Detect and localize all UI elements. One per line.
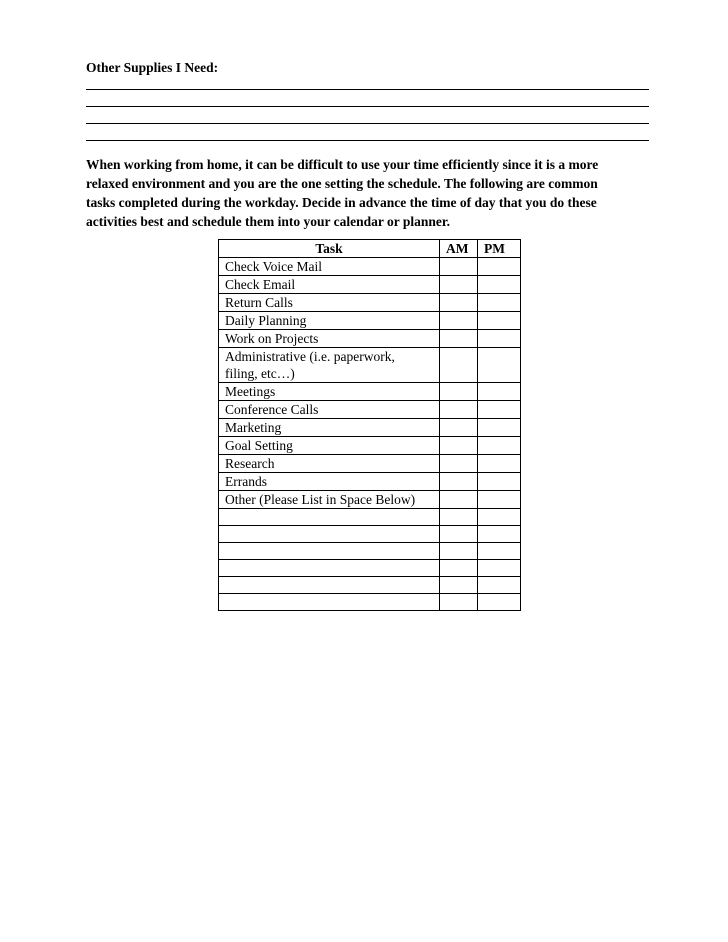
table-row xyxy=(219,594,521,611)
table-row xyxy=(219,509,521,526)
task-cell[interactable] xyxy=(219,543,440,560)
task-cell: Administrative (i.e. paperwork, filing, etc…) xyxy=(219,348,440,383)
am-checkbox-cell[interactable] xyxy=(440,455,478,473)
task-cell[interactable] xyxy=(219,509,440,526)
am-checkbox-cell[interactable] xyxy=(440,437,478,455)
am-checkbox-cell[interactable] xyxy=(440,258,478,276)
task-cell: Check Voice Mail xyxy=(219,258,440,276)
table-row xyxy=(219,330,521,348)
pm-checkbox-cell[interactable] xyxy=(478,594,521,611)
pm-checkbox-cell[interactable] xyxy=(478,509,521,526)
am-checkbox-cell[interactable] xyxy=(440,473,478,491)
task-schedule-table xyxy=(218,239,521,611)
am-checkbox-cell[interactable] xyxy=(440,526,478,543)
task-cell: Errands xyxy=(219,473,440,491)
task-cell: Meetings xyxy=(219,383,440,401)
am-checkbox-cell[interactable] xyxy=(440,276,478,294)
am-checkbox-cell[interactable] xyxy=(440,330,478,348)
task-cell: Daily Planning xyxy=(219,312,440,330)
table-row xyxy=(219,312,521,330)
task-cell[interactable] xyxy=(219,577,440,594)
pm-column-header: PM xyxy=(478,240,521,258)
pm-checkbox-cell[interactable] xyxy=(478,383,521,401)
task-cell[interactable] xyxy=(219,594,440,611)
table-row xyxy=(219,383,521,401)
task-cell: Goal Setting xyxy=(219,437,440,455)
task-cell: Work on Projects xyxy=(219,330,440,348)
pm-checkbox-cell[interactable] xyxy=(478,437,521,455)
am-checkbox-cell[interactable] xyxy=(440,543,478,560)
intro-paragraph: When working from home, it can be difficult to use your time efficiently since it is a more relaxed environment and you are the one setting the schedule. The following are common tasks completed during the workday. Decide in advance the time of day that you do these activities best and schedule them into your calendar or planner. xyxy=(86,157,599,229)
table-row xyxy=(219,294,521,312)
table-row xyxy=(219,258,521,276)
am-checkbox-cell[interactable] xyxy=(440,509,478,526)
pm-checkbox-cell[interactable] xyxy=(478,543,521,560)
task-cell: Other (Please List in Space Below) xyxy=(219,491,440,509)
table-header-row xyxy=(219,240,521,258)
am-checkbox-cell[interactable] xyxy=(440,383,478,401)
task-cell[interactable] xyxy=(219,560,440,577)
supply-write-line[interactable] xyxy=(86,89,649,90)
pm-checkbox-cell[interactable] xyxy=(478,312,521,330)
pm-checkbox-cell[interactable] xyxy=(478,258,521,276)
task-cell: Research xyxy=(219,455,440,473)
table-row xyxy=(219,437,521,455)
table-row xyxy=(219,577,521,594)
table-row xyxy=(219,491,521,509)
supplies-heading: Other Supplies I Need: xyxy=(86,60,219,75)
task-column-header: Task xyxy=(219,240,440,258)
am-checkbox-cell[interactable] xyxy=(440,348,478,383)
am-checkbox-cell[interactable] xyxy=(440,594,478,611)
table-row xyxy=(219,543,521,560)
supply-write-line[interactable] xyxy=(86,140,649,141)
table-row xyxy=(219,455,521,473)
pm-checkbox-cell[interactable] xyxy=(478,401,521,419)
pm-checkbox-cell[interactable] xyxy=(478,473,521,491)
task-cell: Check Email xyxy=(219,276,440,294)
am-checkbox-cell[interactable] xyxy=(440,294,478,312)
task-cell: Marketing xyxy=(219,419,440,437)
pm-checkbox-cell[interactable] xyxy=(478,419,521,437)
pm-checkbox-cell[interactable] xyxy=(478,560,521,577)
pm-checkbox-cell[interactable] xyxy=(478,491,521,509)
am-checkbox-cell[interactable] xyxy=(440,419,478,437)
pm-checkbox-cell[interactable] xyxy=(478,348,521,383)
pm-checkbox-cell[interactable] xyxy=(478,526,521,543)
task-cell: Return Calls xyxy=(219,294,440,312)
pm-checkbox-cell[interactable] xyxy=(478,294,521,312)
pm-checkbox-cell[interactable] xyxy=(478,330,521,348)
table-row xyxy=(219,560,521,577)
table-row xyxy=(219,526,521,543)
table-row xyxy=(219,401,521,419)
pm-checkbox-cell[interactable] xyxy=(478,577,521,594)
task-cell: Conference Calls xyxy=(219,401,440,419)
am-checkbox-cell[interactable] xyxy=(440,401,478,419)
am-checkbox-cell[interactable] xyxy=(440,491,478,509)
am-checkbox-cell[interactable] xyxy=(440,577,478,594)
task-cell[interactable] xyxy=(219,526,440,543)
table-row xyxy=(219,473,521,491)
am-checkbox-cell[interactable] xyxy=(440,312,478,330)
table-row xyxy=(219,348,521,383)
am-checkbox-cell[interactable] xyxy=(440,560,478,577)
pm-checkbox-cell[interactable] xyxy=(478,455,521,473)
table-row xyxy=(219,419,521,437)
supply-write-line[interactable] xyxy=(86,123,649,124)
table-row xyxy=(219,276,521,294)
pm-checkbox-cell[interactable] xyxy=(478,276,521,294)
task-table-body xyxy=(219,258,521,611)
supply-write-line[interactable] xyxy=(86,106,649,107)
am-column-header: AM xyxy=(440,240,478,258)
